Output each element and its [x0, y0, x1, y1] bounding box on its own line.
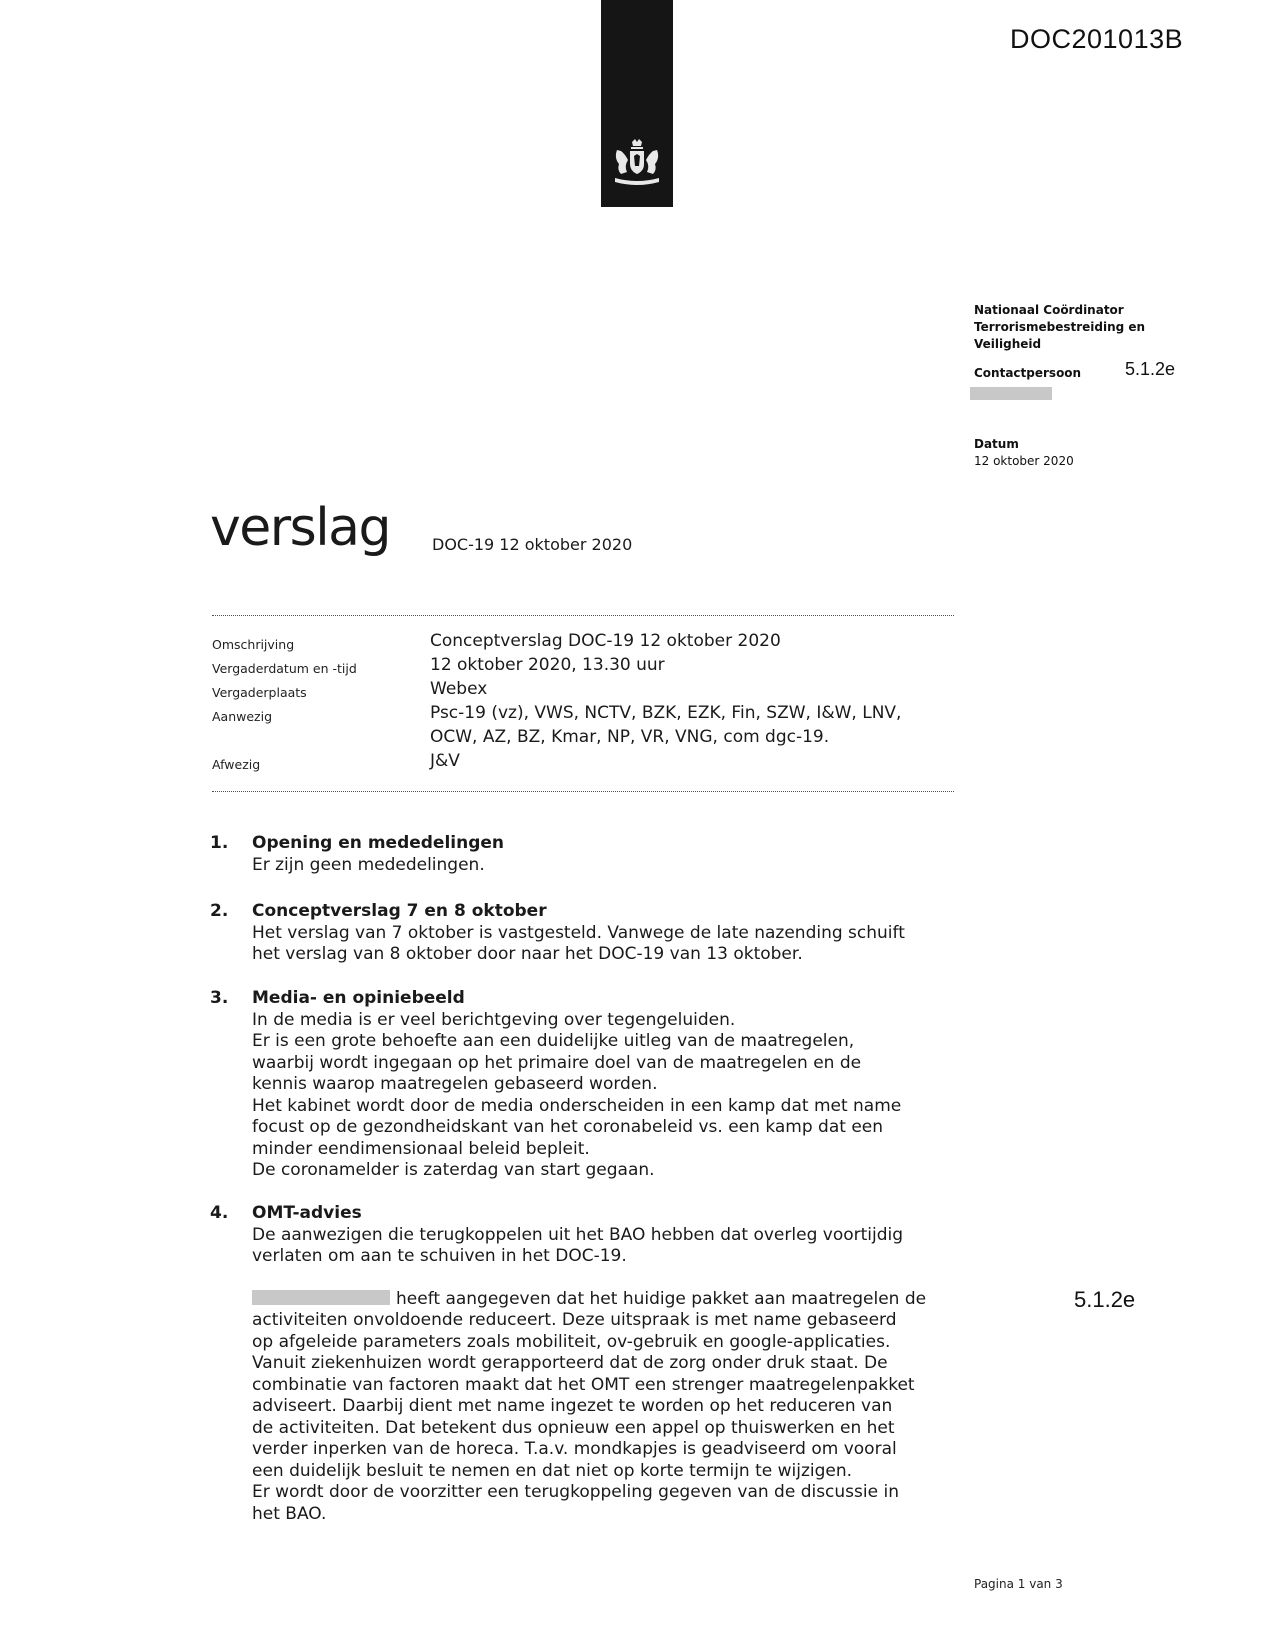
body-line: Vanuit ziekenhuizen wordt gerapporteerd dat de zorg onder druk staat. De: [252, 1353, 888, 1373]
meta-value: [430, 653, 970, 677]
body-line: het BAO.: [252, 1503, 327, 1524]
meta-value: [430, 749, 970, 773]
agenda-item-title: Conceptverslag 7 en 8 oktober: [252, 901, 547, 921]
government-logo-ribbon: [601, 0, 673, 207]
dutch-coat-of-arms-icon: [611, 138, 663, 188]
organization-line: Veiligheid: [974, 337, 1042, 351]
meta-value-line: Webex: [430, 679, 488, 699]
body-line: de activiteiten. Dat betekent dus opnieuw een appel op thuiswerken en het: [252, 1417, 895, 1438]
redaction-block: [252, 1290, 390, 1305]
body-line-text: heeft aangegeven dat het huidige pakket aan maatregelen de: [396, 1288, 927, 1309]
body-line: waarbij wordt ingegaan op het primaire doel van de maatregelen en de: [252, 1052, 862, 1073]
body-line: In de media is er veel berichtgeving over tegengeluiden.: [252, 1009, 736, 1030]
organization-line: Nationaal Coördinator: [974, 303, 1124, 317]
agenda-item-title: Media- en opiniebeeld: [252, 988, 465, 1008]
body-line: Er wordt door de voorzitter een terugkoppeling gegeven van de discussie in: [252, 1482, 899, 1502]
document-type-title: verslag: [210, 498, 391, 558]
meta-label: Aanwezig: [212, 709, 273, 724]
meta-value-line: Conceptverslag DOC-19 12 oktober 2020: [430, 631, 781, 651]
body-line: minder eendimensionaal beleid bepleit.: [252, 1138, 590, 1159]
meta-value-line: J&V: [430, 751, 460, 771]
body-line: focust op de gezondheidskant van het coronabeleid vs. een kamp dat een: [252, 1117, 884, 1137]
date-value: 12 oktober 2020: [974, 454, 1074, 468]
meta-value: [430, 677, 970, 701]
organization-name: [974, 302, 1174, 353]
date-label: Datum: [974, 437, 1019, 451]
body-line: Er is een grote behoefte aan een duidelijke uitleg van de maatregelen,: [252, 1031, 855, 1051]
redaction-code: 5.1.2e: [1125, 359, 1176, 379]
meta-label: Vergaderdatum en -tijd: [212, 661, 357, 676]
body-line: activiteiten onvoldoende reduceert. Deze uitspraak is met name gebaseerd: [252, 1310, 897, 1330]
agenda-item-number: 3.: [210, 988, 229, 1008]
meta-value: [430, 629, 970, 653]
body-line: combinatie van factoren maakt dat het OMT een strenger maatregelenpakket: [252, 1374, 915, 1395]
body-line: Er zijn geen mededelingen.: [252, 854, 485, 875]
meta-value-line: Psc-19 (vz), VWS, NCTV, BZK, EZK, Fin, SZW, I&W, LNV,: [430, 703, 902, 723]
meta-value-line: 12 oktober 2020, 13.30 uur: [430, 655, 665, 675]
agenda-item-number: 2.: [210, 901, 229, 921]
body-line: verder inperken van de horeca. T.a.v. mondkapjes is geadviseerd om vooral: [252, 1439, 897, 1459]
agenda-item: [210, 1203, 970, 1525]
meta-value-line: OCW, AZ, BZ, Kmar, NP, VR, VNG, com dgc-19.: [430, 727, 830, 747]
organization-line: Terrorismebestreiding en: [974, 320, 1146, 334]
agenda-item-title: Opening en mededelingen: [252, 833, 505, 853]
redaction-block: [970, 387, 1052, 400]
agenda-item: [210, 833, 970, 876]
body-line: een duidelijk besluit te nemen en dat niet op korte termijn te wijzigen.: [252, 1460, 853, 1481]
body-line: verlaten om aan te schuiven in het DOC-19.: [252, 1246, 627, 1266]
agenda-item-title: OMT-advies: [252, 1203, 362, 1223]
agenda-item-number: 1.: [210, 833, 229, 853]
document-subtitle: DOC-19 12 oktober 2020: [432, 535, 633, 554]
agenda-item: [210, 901, 970, 966]
redaction-code: 5.1.2e: [1074, 1287, 1136, 1312]
agenda-item-number: 4.: [210, 1203, 229, 1223]
body-line: Het verslag van 7 oktober is vastgesteld. Vanwege de late nazending schuift: [252, 922, 905, 943]
meta-label: Vergaderplaats: [212, 685, 307, 700]
agenda-item: [210, 988, 970, 1182]
body-line: De aanwezigen die terugkoppelen uit het BAO hebben dat overleg voortijdig: [252, 1224, 904, 1245]
body-line: [252, 1289, 970, 1311]
body-line: het verslag van 8 oktober door naar het DOC-19 van 13 oktober.: [252, 944, 803, 964]
meta-value: [430, 701, 970, 749]
divider: [212, 791, 954, 792]
contact-label: Contactpersoon: [974, 366, 1082, 380]
document-id: DOC201013B: [1010, 24, 1184, 54]
body-line: Het kabinet wordt door de media onderscheiden in een kamp dat met name: [252, 1095, 902, 1116]
body-line: op afgeleide parameters zoals mobiliteit, ov-gebruik en google-applicaties.: [252, 1331, 891, 1352]
body-line: kennis waarop maatregelen gebaseerd worden.: [252, 1074, 658, 1094]
divider: [212, 615, 954, 616]
meta-label: Omschrijving: [212, 637, 295, 652]
body-line: De coronamelder is zaterdag van start gegaan.: [252, 1160, 655, 1180]
body-line: adviseert. Daarbij dient met name ingezet te worden op het reduceren van: [252, 1396, 893, 1416]
meta-label: Afwezig: [212, 757, 261, 772]
page-number: Pagina 1 van 3: [974, 1577, 1063, 1591]
